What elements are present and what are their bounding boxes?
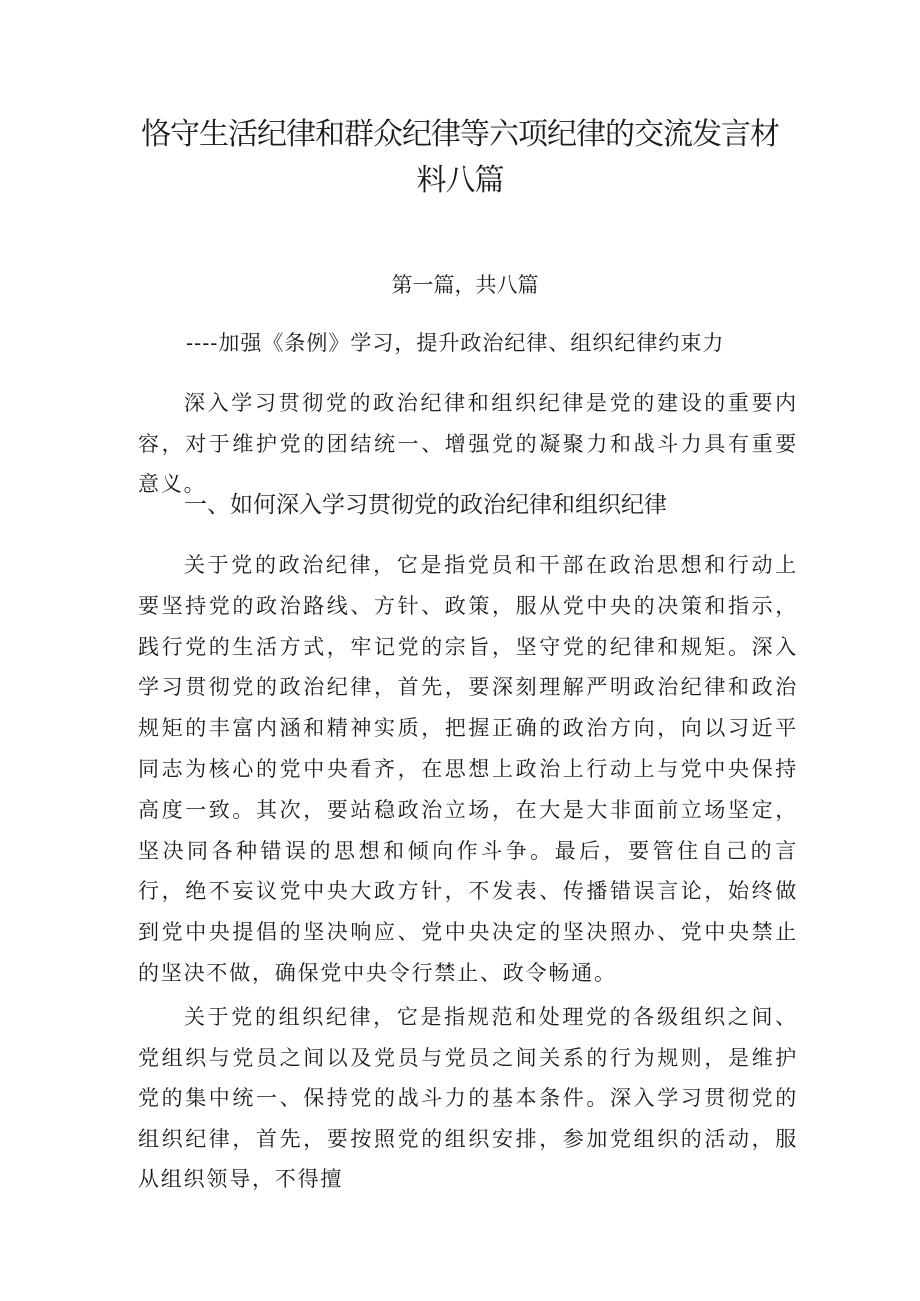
political-discipline-paragraph: 关于党的政治纪律，它是指党员和干部在政治思想和行动上要坚持党的政治路线、方针、政策，服从党中央的决策和指示，践行党的生活方式，牢记党的宗旨，坚守党的纪律和规矩。深入学习贯彻党的政治纪律，首先，要深刻理解严明政治纪律和政治规矩的丰富内涵和精神实质，把握正确的政治方向，向以习近平同志为核心的党中央看齐，在思想上政治上行动上与党中央保持高度一致。其次，要站稳政治立场，在大是大非面前立场坚定，坚决同各种错误的思想和倾向作斗争。最后，要管住自己的言行，绝不妄议党中央大政方针，不发表、传播错误言论，始终做到党中央提倡的坚决响应、党中央决定的坚决照办、党中央禁止的坚决不做，确保党中央令行禁止、政令畅通。 (138, 553, 798, 985)
section-heading: 一、如何深入学习贯彻党的政治纪律和组织纪律 (184, 492, 667, 518)
document-subtitle: ----加强《条例》学习，提升政治纪律、组织纪律约束力 (186, 331, 725, 355)
document-title: 恪守生活纪律和群众纪律等六项纪律的交流发言材料八篇 (141, 117, 779, 198)
chapter-label: 第一篇，共八篇 (391, 273, 539, 297)
organizational-discipline-paragraph: 关于党的组织纪律，它是指规范和处理党的各级组织之间、党组织与党员之间以及党员与党员之间关系的行为规则，是维护党的集中统一、保持党的战斗力的基本条件。深入学习贯彻党的组织纪律，首先，要按照党的组织安排，参加党组织的活动，服从组织领导，不得擅 (138, 1005, 798, 1192)
intro-paragraph: 深入学习贯彻党的政治纪律和组织纪律是党的建设的重要内容，对于维护党的团结统一、增强党的凝聚力和战斗力具有重要意义。 (138, 391, 798, 496)
